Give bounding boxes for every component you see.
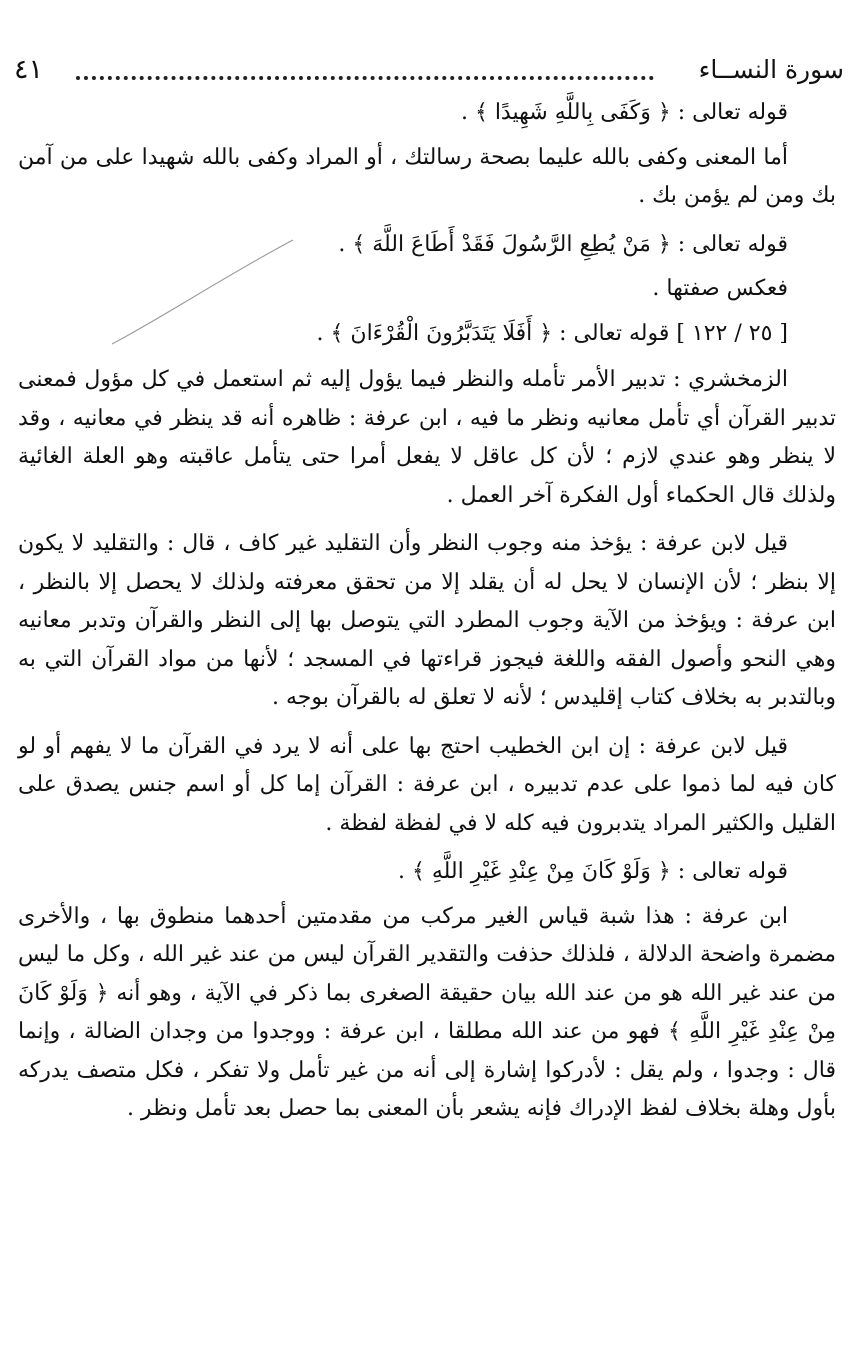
paragraph: ابن عرفة : هذا شبة قياس الغير مركب من مقدمتين أحدهما منطوق بها ، والأخرى مضمرة واضحة الدلالة ، فلذلك حذفت والتقدير القرآن ليس من عند غير الله ، وكل ما ليس من عند غير الله هو من عند الله بيان حقيقة الصغرى بما ذكر في الآية ، وهو أنه ﴿ وَلَوْ كَانَ مِنْ عِنْدِ غَيْرِ اللَّهِ ﴾ فهو من عند الله مطلقا ، ابن عرفة : ووجدوا من وجدان الضالة ، وإنما قال : وجدوا ، ولم يقل : لأدركوا إشارة إلى أنه من غير تأمل ولا تفكر ، فكل متصف يدركه بأول وهلة بخلاف لفظ الإدراك فإنه يشعر بأن المعنى بما حصل بعد تأمل ونظر . (18, 903, 836, 1121)
paragraph: قيل لابن عرفة : يؤخذ منه وجوب النظر وأن التقليد غير كاف ، قال : والتقليد لا يكون إلا بنظر ؛ لأن الإنسان لا يحل له أن يقلد إلا من تحقق معرفته ولذلك لا يحصل إلا بالنظر ، ابن عرفة : ويؤخذ من الآية وجوب المطرد التي يتوصل بها إلى النظر والقرآن وتدبر معانيه وهي النحو وأصول الفقه واللغة فيجوز قراءتها في المسجد ؛ لأنها من مواد القرآن التي به وبالتدبر به بخلاف كتاب إقليدس ؛ لأنه لا تعلق له بالقرآن بوجه . (18, 531, 836, 710)
paragraph: قيل لابن عرفة : إن ابن الخطيب احتج بها على أنه لا يرد في القرآن ما لا يفهم أو لو كان فيه لما ذموا على عدم تدبيره ، ابن عرفة : القرآن إما كل أو اسم جنس يصدق على القليل والكثير المراد يتدبرون فيه كله لا في لفظة لفظة . (18, 733, 836, 836)
page-number: ٤١ (14, 54, 44, 85)
ayah-heading: قوله تعالى : ﴿ وَكَفَى بِاللَّهِ شَهِيدًا ﴾ . (460, 100, 788, 125)
paragraph: الزمخشري : تدبير الأمر تأمله والنظر فيما يؤول إليه ثم استعمل في كل مؤول فمعنى تدبير القرآن أي تأمل معانيه ونظر ما فيه ، ابن عرفة : ظاهره أنه قد ينظر في معانيه ، وقد لا ينظر وهو عندي لازم ؛ لأن كل عاقل لا يفعل أمرا حتى يتأمل عاقبته وهو العلة الغائية ولذلك قال الحكماء أول الفكرة آخر العمل . (18, 367, 836, 508)
short-line: فعكس صفتها . (652, 276, 788, 301)
verse-reference-heading: [ ٢٥ / ١٢٢ ] قوله تعالى : ﴿ أَفَلَا يَتَدَبَّرُونَ الْقُرْءَانَ ﴾ . (316, 320, 788, 346)
ayah-heading: قوله تعالى : ﴿ مَنْ يُطِعِ الرَّسُولَ فَقَدْ أَطَاعَ اللَّهَ ﴾ . (338, 231, 788, 257)
page-header (14, 52, 844, 88)
paragraph: أما المعنى وكفى بالله عليما بصحة رسالتك ، أو المراد وكفى بالله شهيدا على من آمن بك ومن لم يؤمن بك . (18, 144, 836, 208)
ayah-heading: قوله تعالى : ﴿ وَلَوْ كَانَ مِنْ عِنْدِ غَيْرِ اللَّهِ ﴾ . (397, 859, 788, 884)
surah-title: سورة النســاء (698, 55, 844, 84)
dotted-leader (76, 76, 654, 80)
commentary-text (18, 94, 836, 1139)
